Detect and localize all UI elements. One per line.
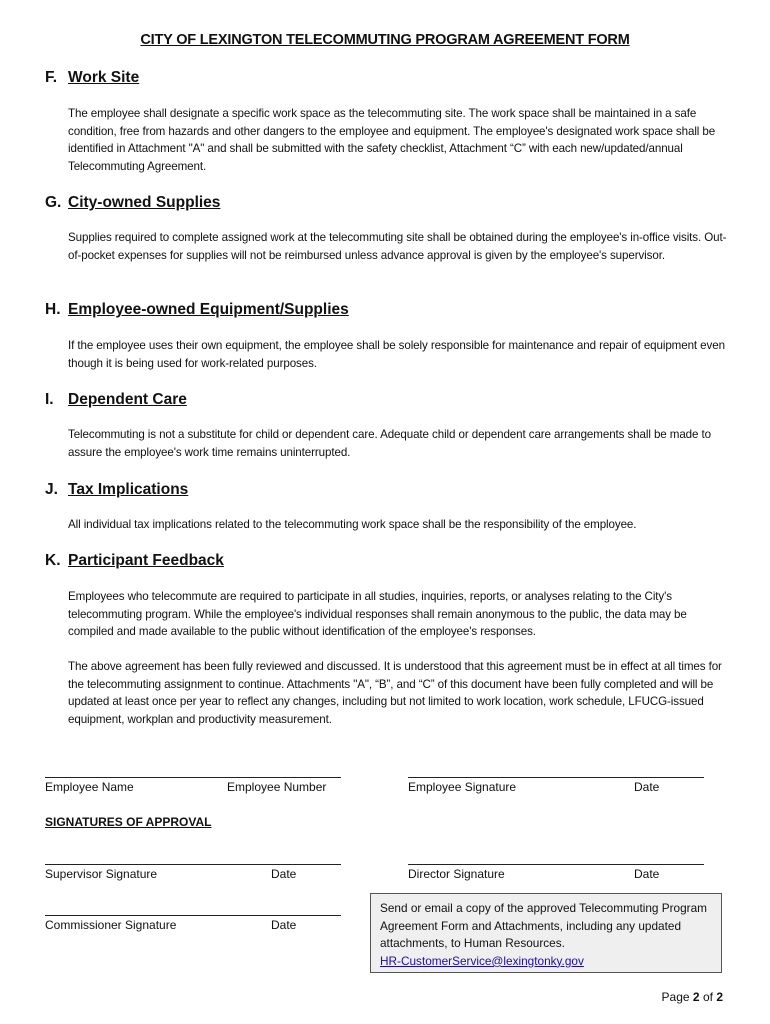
section-g-heading	[45, 194, 220, 212]
section-i-body: Telecommuting is not a substitute for child or dependent care. Adequate child or dependent care arrangements shall be made to assure the employee's work time remains uninterrupted.	[68, 428, 711, 459]
director-signature-line[interactable]	[408, 864, 704, 865]
date-label: Date	[634, 780, 660, 794]
section-j-heading	[45, 481, 188, 499]
section-i-heading	[45, 391, 187, 409]
page-number	[662, 990, 723, 1004]
section-letter: I.	[45, 391, 54, 408]
hr-notice-text: Send or email a copy of the approved Telecommuting Program Agreement Form and Attachments, including any updated attachments, to Human Resources.	[380, 901, 707, 951]
page-of: of	[702, 990, 713, 1004]
form-title: CITY OF LEXINGTON TELECOMMUTING PROGRAM AGREEMENT FORM	[140, 32, 630, 48]
employee-signature-line[interactable]	[45, 777, 341, 778]
section-title: Work Site	[68, 69, 140, 86]
section-f-heading	[45, 69, 139, 87]
section-title: Participant Feedback	[68, 552, 224, 569]
section-h-heading	[45, 301, 349, 319]
employee-number-label: Employee Number	[227, 780, 327, 794]
page-total: 2	[716, 990, 723, 1004]
commissioner-signature-label: Commissioner Signature	[45, 918, 177, 932]
employee-name-label: Employee Name	[45, 780, 134, 794]
section-letter: F.	[45, 69, 58, 86]
agreement-paragraph: The above agreement has been fully reviewed and discussed. It is understood that this agreement must be in effect at all times for the telecommuting assignment to continue. Attachments "A", “B”, and “C” of this document have been fully completed and will be updated at least once per year to reflect any changes, including but not limited to work location, work schedule, LFUCG-issued equipment, workplan and productivity measurement.	[68, 660, 722, 726]
section-title: Tax Implications	[68, 481, 189, 498]
employee-signature-label: Employee Signature	[408, 780, 517, 794]
commissioner-signature-line[interactable]	[45, 915, 341, 916]
section-g-body: Supplies required to complete assigned work at the telecommuting site shall be obtained during the employee's in-office visits. Out-of-pocket expenses for supplies will not be reimbursed unless advance approval is given by the employee's supervisor.	[68, 231, 727, 262]
date-label: Date	[271, 867, 297, 881]
section-k-body: Employees who telecommute are required to participate in all studies, inquiries, reports, or analyses relating to the City's telecommuting program. While the employee's individual responses shall remain anonymous to the public, the data may be compiled and made available to the public without identification of the employee's responses.	[68, 590, 687, 639]
section-letter: G.	[45, 194, 62, 211]
section-f-body: The employee shall designate a specific work space as the telecommuting site. The work space shall be maintained in a safe condition, free from hazards and other dangers to the employee and equipment. The employee's designated work space shall be identified in Attachment "A" and shall be submitted with the safety checklist, Attachment “C” with each new/updated/annual Telecommuting Agreement.	[68, 107, 716, 173]
section-letter: J.	[45, 481, 58, 498]
section-h-body: If the employee uses their own equipment, the employee shall be solely responsible for maintenance and repair of equipment even though it is being used for work-related purposes.	[68, 339, 725, 370]
director-signature-label: Director Signature	[408, 867, 505, 881]
section-title: Employee-owned Equipment/Supplies	[68, 301, 349, 318]
page-prefix: Page	[661, 990, 690, 1004]
section-k-heading	[45, 552, 224, 570]
supervisor-signature-line[interactable]	[45, 864, 341, 865]
date-label: Date	[634, 867, 660, 881]
employee-signature-line-right[interactable]	[408, 777, 704, 778]
page-current: 2	[692, 990, 700, 1004]
section-letter: K.	[45, 552, 61, 569]
date-label: Date	[271, 918, 297, 932]
section-title: City-owned Supplies	[68, 194, 221, 211]
section-title: Dependent Care	[68, 391, 187, 408]
section-j-body: All individual tax implications related to the telecommuting work space shall be the responsibility of the employee.	[68, 518, 637, 531]
supervisor-signature-label: Supervisor Signature	[45, 867, 158, 881]
section-letter: H.	[45, 301, 61, 318]
hr-notice-box	[370, 893, 722, 973]
hr-email-link[interactable]: HR-CustomerService@lexingtonky.gov	[380, 953, 584, 968]
signatures-of-approval-heading: SIGNATURES OF APPROVAL	[45, 815, 212, 829]
